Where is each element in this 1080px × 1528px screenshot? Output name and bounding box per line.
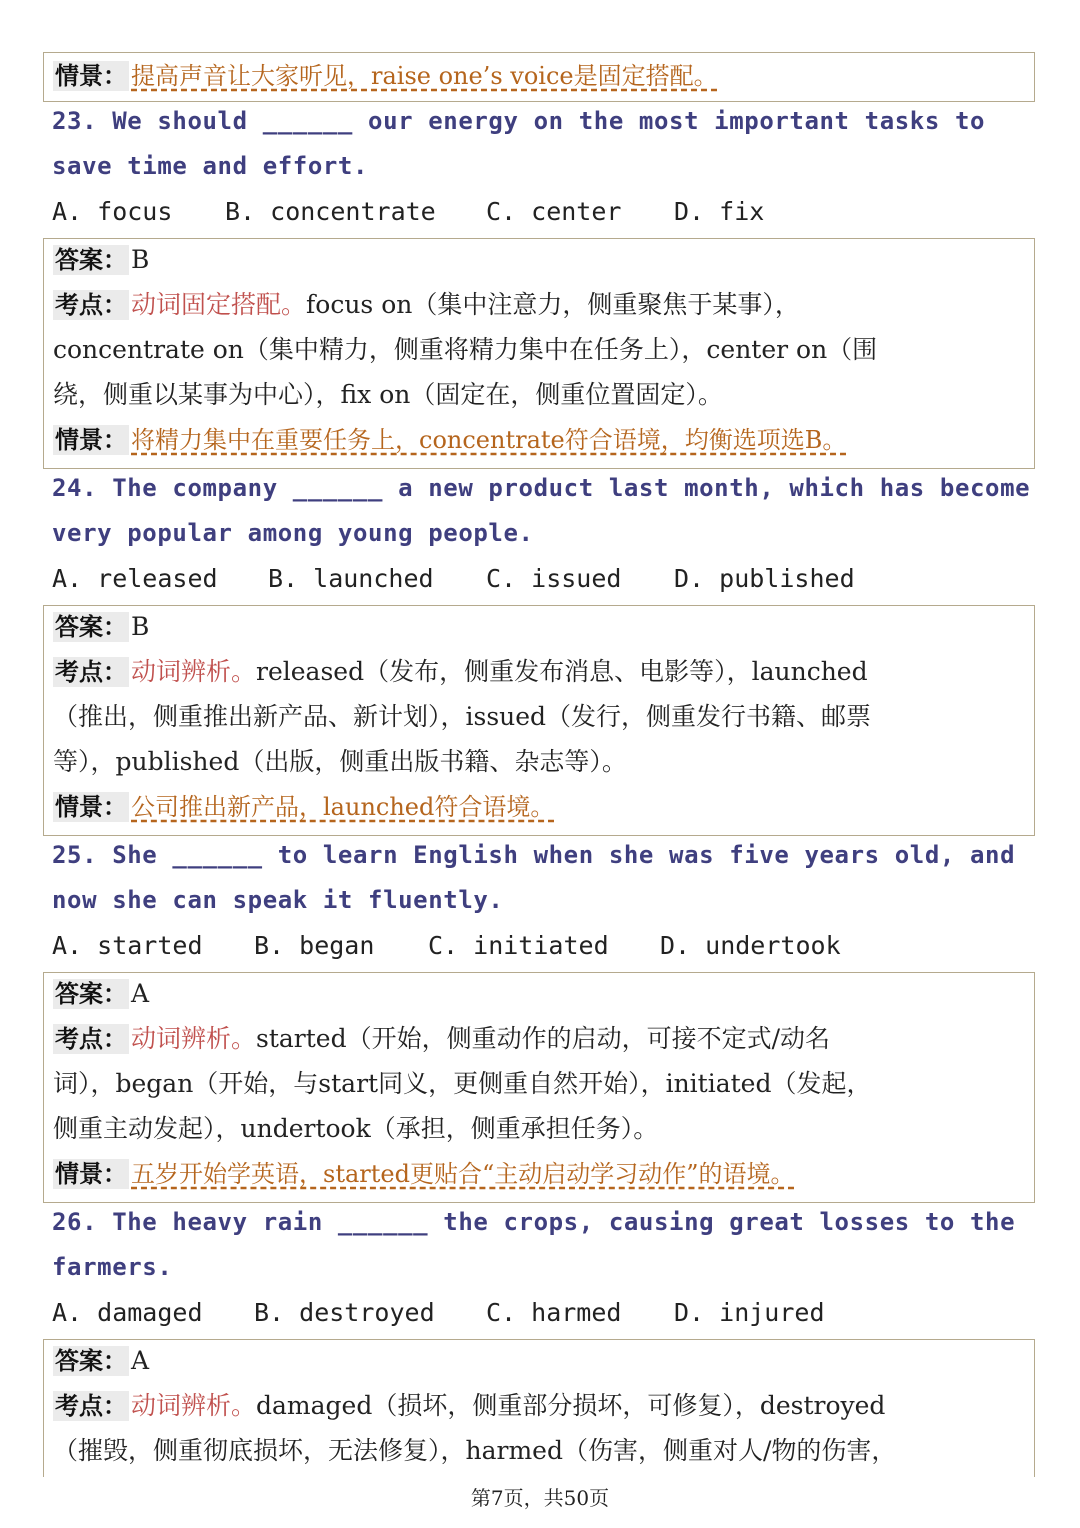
point-text: 绕，侧重以某事为中心），fix on（固定在，侧重位置固定）。 (53, 380, 723, 409)
prev-scene-box (43, 52, 1035, 102)
point-text: released（发布，侧重发布消息、电影等），launched (256, 657, 868, 686)
option-a: A. started (52, 931, 203, 960)
option-a: A. released (52, 564, 218, 593)
scene-label: 情景： (55, 793, 127, 821)
answer-label: 答案： (55, 246, 127, 274)
scene-label: 情景： (55, 426, 127, 454)
page-footer: 第7页，共50页 (470, 1486, 610, 1510)
question-stem-line: very popular among young people. (52, 519, 534, 547)
point-label: 考点： (55, 1025, 127, 1053)
answer-label: 答案： (55, 980, 127, 1008)
option-b: B. launched (268, 564, 434, 593)
point-text: started（开始，侧重动作的启动，可接不定式/动名 (256, 1024, 831, 1053)
answer-line (53, 245, 1026, 275)
question-stem-line: now she can speak it fluently. (52, 886, 504, 914)
point-line (53, 1391, 1026, 1421)
option-c: C. harmed (486, 1298, 622, 1327)
question-stem-line: farmers. (52, 1253, 173, 1281)
answer-box (43, 1339, 1035, 1477)
question-stem-line: 25. She ______ to learn English when she was five years old, and (52, 841, 1016, 869)
point-text: （摧毁，侧重彻底损坏，无法修复），harmed（伤害，侧重对人/物的伤害， (53, 1436, 897, 1465)
point-title: 动词辨析。 (131, 1391, 257, 1420)
point-label: 考点： (55, 291, 127, 319)
scene-text: 提高声音让大家听见，raise one’s voice是固定搭配。 (131, 62, 718, 90)
scene-text: 将精力集中在重要任务上，concentrate符合语境，均衡选项选B。 (131, 426, 847, 454)
option-b: B. concentrate (225, 197, 436, 226)
scene-line (53, 425, 1026, 455)
point-title: 动词固定搭配。 (131, 290, 307, 319)
scene-label: 情景： (55, 1160, 127, 1188)
option-b: B. began (254, 931, 375, 960)
point-label: 考点： (55, 1392, 127, 1420)
point-title: 动词辨析。 (131, 657, 257, 686)
point-title: 动词辨析。 (131, 1024, 257, 1053)
point-text: 词），began（开始，与start同义，更侧重自然开始），initiated（发起， (53, 1069, 872, 1098)
point-text: （推出，侧重推出新产品、新计划），issued（发行，侧重发行书籍、邮票 (53, 702, 872, 731)
answer-line (53, 979, 1026, 1009)
option-c: C. issued (486, 564, 622, 593)
answer-line (53, 1346, 1026, 1376)
point-text: 侧重主动发起），undertook（承担，侧重承担任务）。 (53, 1114, 659, 1143)
point-text: focus on（集中注意力，侧重聚焦于某事）， (306, 290, 800, 319)
point-text: concentrate on（集中精力，侧重将精力集中在任务上），center on（围 (53, 335, 878, 364)
scene-line (53, 61, 1026, 91)
point-text: 等），published（出版，侧重出版书籍、杂志等）。 (53, 747, 627, 776)
question-stem-line: save time and effort. (52, 152, 369, 180)
option-a: A. focus (52, 197, 173, 226)
scene-text: 五岁开始学英语，started更贴合“主动启动学习动作”的语境。 (131, 1160, 795, 1188)
option-d: D. fix (674, 197, 765, 226)
option-b: B. destroyed (254, 1298, 435, 1327)
option-d: D. injured (674, 1298, 825, 1327)
answer-value: A (131, 979, 150, 1008)
scene-line (53, 792, 1026, 822)
option-c: C. center (486, 197, 622, 226)
answer-box (43, 238, 1035, 469)
answer-label: 答案： (55, 1347, 127, 1375)
option-d: D. published (674, 564, 855, 593)
question-stem-line: 23. We should ______ our energy on the most important tasks to (52, 107, 986, 135)
point-label: 考点： (55, 658, 127, 686)
answer-value: A (131, 1346, 150, 1375)
point-line (53, 290, 1026, 320)
point-line (53, 657, 1026, 687)
option-d: D. undertook (660, 931, 841, 960)
option-c: C. initiated (428, 931, 609, 960)
option-a: A. damaged (52, 1298, 203, 1327)
scene-text: 公司推出新产品，launched符合语境。 (131, 793, 555, 821)
answer-line (53, 612, 1026, 642)
question-stem-line: 24. The company ______ a new product last month, which has become (52, 474, 1031, 502)
point-line (53, 1024, 1026, 1054)
scene-label: 情景： (55, 62, 127, 90)
answer-box (43, 972, 1035, 1203)
point-text: damaged（损坏，侧重部分损坏，可修复），destroyed (256, 1391, 886, 1420)
answer-value: B (131, 245, 150, 274)
answer-value: B (131, 612, 150, 641)
answer-box (43, 605, 1035, 836)
question-stem-line: 26. The heavy rain ______ the crops, causing great losses to the (52, 1208, 1016, 1236)
answer-label: 答案： (55, 613, 127, 641)
scene-line (53, 1159, 1026, 1189)
